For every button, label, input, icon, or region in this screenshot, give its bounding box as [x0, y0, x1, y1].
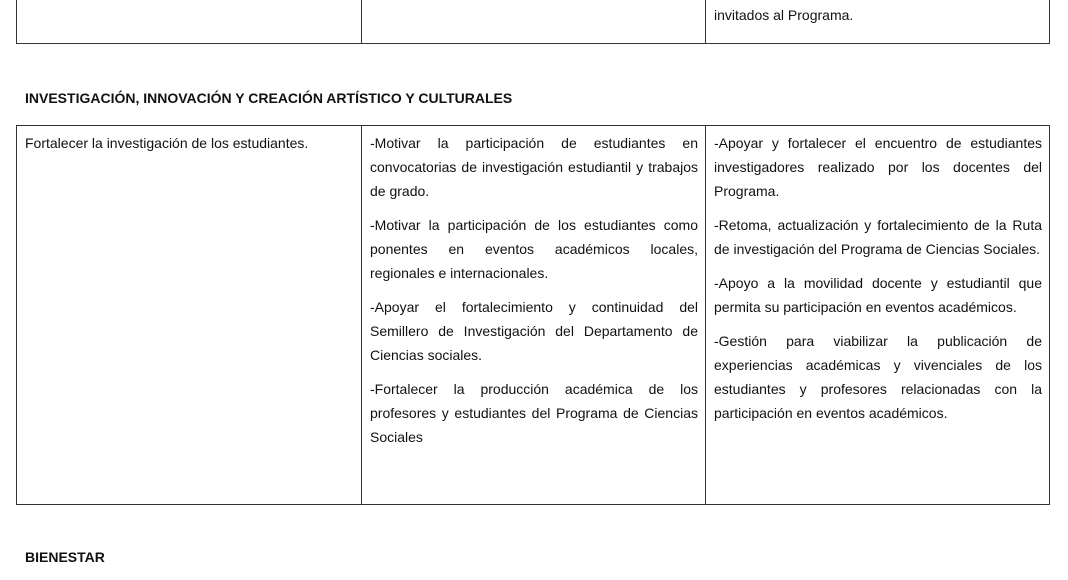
strategies-cell	[362, 126, 706, 505]
objective-cell	[17, 126, 362, 505]
table-row	[17, 126, 1050, 505]
table-cell: invitados al Programa.	[706, 0, 1050, 44]
strategy-item: -Motivar la participación de los estudiantes como ponentes en eventos académicos locales, regionales e internacionales.	[370, 217, 698, 281]
action-item: -Apoyar y fortalecer el encuentro de estudiantes investigadores realizado por los docentes del Programa.	[714, 135, 1042, 199]
strategy-item: -Fortalecer la producción académica de los profesores y estudiantes del Programa de Ciencias Sociales	[370, 381, 698, 445]
research-table	[16, 125, 1050, 505]
actions-cell	[706, 126, 1050, 505]
action-item: -Apoyo a la movilidad docente y estudiantil que permita su participación en eventos académicos.	[714, 275, 1042, 315]
action-item: -Retoma, actualización y fortalecimiento de la Ruta de investigación del Programa de Ciencias Sociales.	[714, 217, 1042, 257]
table-row	[17, 0, 1050, 44]
table-cell-empty	[17, 0, 362, 44]
table-cell-empty	[362, 0, 706, 44]
objective-text: Fortalecer la investigación de los estudiantes.	[25, 135, 309, 151]
strategy-item: -Motivar la participación de estudiantes en convocatorias de investigación estudiantil y trabajos de grado.	[370, 135, 698, 199]
action-item: -Gestión para viabilizar la publicación de experiencias académicas y vivenciales de los estudiantes y profesores relacionadas con la participación en eventos académicos.	[714, 333, 1042, 421]
strategy-item: -Apoyar el fortalecimiento y continuidad del Semillero de Investigación del Departamento de Ciencias sociales.	[370, 299, 698, 363]
section-heading-wellbeing: BIENESTAR	[25, 549, 105, 565]
previous-section-table	[16, 0, 1050, 44]
section-heading-research: INVESTIGACIÓN, INNOVACIÓN Y CREACIÓN ARTÍSTICO Y CULTURALES	[25, 90, 513, 106]
